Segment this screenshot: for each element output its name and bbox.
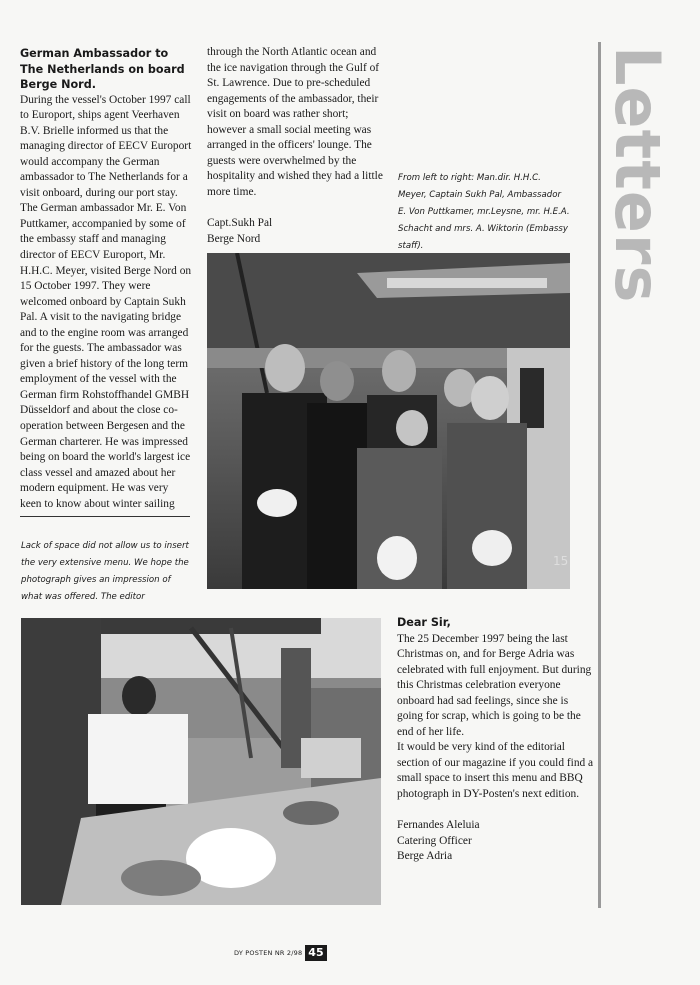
article1-signature-vessel: Berge Nord — [207, 232, 261, 245]
footer — [234, 945, 327, 961]
frame-number: 15 — [553, 554, 569, 568]
article2-body: The 25 December 1997 being the last Christmas on, and for Berge Adria was celebrated with full enjoyment. But during this Christmas celebration everyone onboard had sad feelings, since she is going for scrap, which is going to be the end of her life. — [397, 632, 592, 738]
footer-publication: DY POSTEN NR 2/98 — [234, 949, 303, 957]
editor-note: Lack of space did not allow us to insert the very extensive menu. We hope the photograph gives an impression of what was offered. The editor — [21, 541, 189, 602]
photo1-caption: From left to right: Man.dir. H.H.C. Meyer, Captain Sukh Pal, Ambassador E. Von Puttkamer, mr.Leysne, mr. H.E.A. Schacht and mrs. A. Wiktorin (Embassy staff). — [398, 173, 570, 251]
article1-col2 — [207, 45, 385, 247]
article1-body-col1: During the vessel's October 1997 call to Europort, ships agent Veerhaven B.V. Brielle informed us that the managing director of EECV Europort would accompany the German ambassador to The Netherlands for a visit onboard, during our port stay. The German ambassador Mr. E. Von Puttkamer, accompanied by some of the embassy staff and managing director of EECV Europort, Mr. H.H.C. Meyer, visited Berge Nord on 15 October 1997. They were welcomed onboard by Captain Sukh Pal. A visit to the navigating bridge and to the engine room was arranged for the guests. The ambassador was given a brief history of the long term employment of the vessel with the German firm Rohstoffhandel GMBH Düsseldorf and about the close co-operation between Bergesen and the German charterer. He was impressed being on board the world's largest ice class vessel and amazed about her modern equipment. He was very keen to know about winter sailing — [20, 93, 192, 510]
article1-col1 — [20, 46, 192, 512]
article1-body-col2: through the North Atlantic ocean and the ice navigation through the Gulf of St. Lawrence. Due to pre-scheduled engagements of the ambassador, their visit on board was rather short; however a small social meeting was arranged in the officers' lounge. The guests were overwhelmed by the hospitality and wished they had a little more time. — [207, 46, 383, 198]
column-divider — [20, 516, 190, 517]
article2-signature-vessel: Berge Adria — [397, 850, 453, 863]
group-photo — [207, 253, 570, 589]
article1-signature-name: Capt.Sukh Pal — [207, 216, 273, 229]
article2-body2: It would be very kind of the editorial section of our magazine if you could find a small space to insert this menu and BBQ photograph in DY-Posten's next edition. — [397, 741, 594, 800]
article2 — [397, 615, 595, 865]
article2-signature-name: Fernandes Aleluia — [397, 819, 480, 832]
article1-heading: German Ambassador to The Netherlands on board Berge Nord. — [20, 47, 185, 91]
article2-salutation: Dear Sir, — [397, 616, 451, 629]
section-title: Letters — [601, 46, 674, 304]
page-number: 45 — [305, 945, 326, 961]
bbq-photo — [21, 618, 381, 905]
article2-signature-title: Catering Officer — [397, 834, 472, 847]
